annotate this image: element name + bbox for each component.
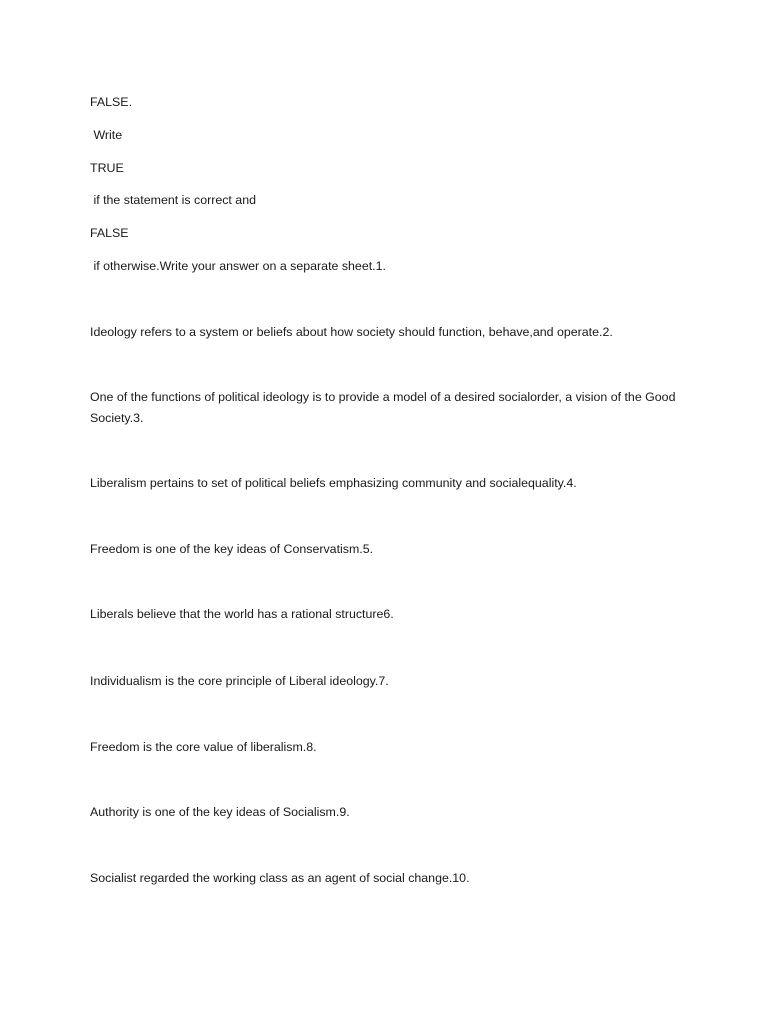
text-line: Write xyxy=(90,128,123,142)
statement-2: One of the functions of political ideology is to provide a model of a desired socialorder, a vision of the Good Society.3. xyxy=(90,390,679,425)
text-line: if the statement is correct and xyxy=(90,193,256,207)
statement-9: Socialist regarded the working class as an agent of social change.10. xyxy=(90,871,470,885)
text-line: if otherwise.Write your answer on a separate sheet.1. xyxy=(90,259,386,273)
statement-8: Authority is one of the key ideas of Socialism.9. xyxy=(90,805,350,819)
statement-4: Freedom is one of the key ideas of Conservatism.5. xyxy=(90,542,374,556)
text-line: FALSE. xyxy=(90,95,133,109)
statement-5: Liberals believe that the world has a rational structure6. xyxy=(90,607,394,621)
statement-7: Freedom is the core value of liberalism.8. xyxy=(90,740,317,754)
statement-3: Liberalism pertains to set of political beliefs emphasizing community and socialequality.4. xyxy=(90,476,577,490)
statement-1: Ideology refers to a system or beliefs about how society should function, behave,and operate.2. xyxy=(90,325,613,339)
text-line: FALSE xyxy=(90,226,129,240)
statement-6: Individualism is the core principle of Liberal ideology.7. xyxy=(90,674,389,688)
text-line: TRUE xyxy=(90,161,124,175)
